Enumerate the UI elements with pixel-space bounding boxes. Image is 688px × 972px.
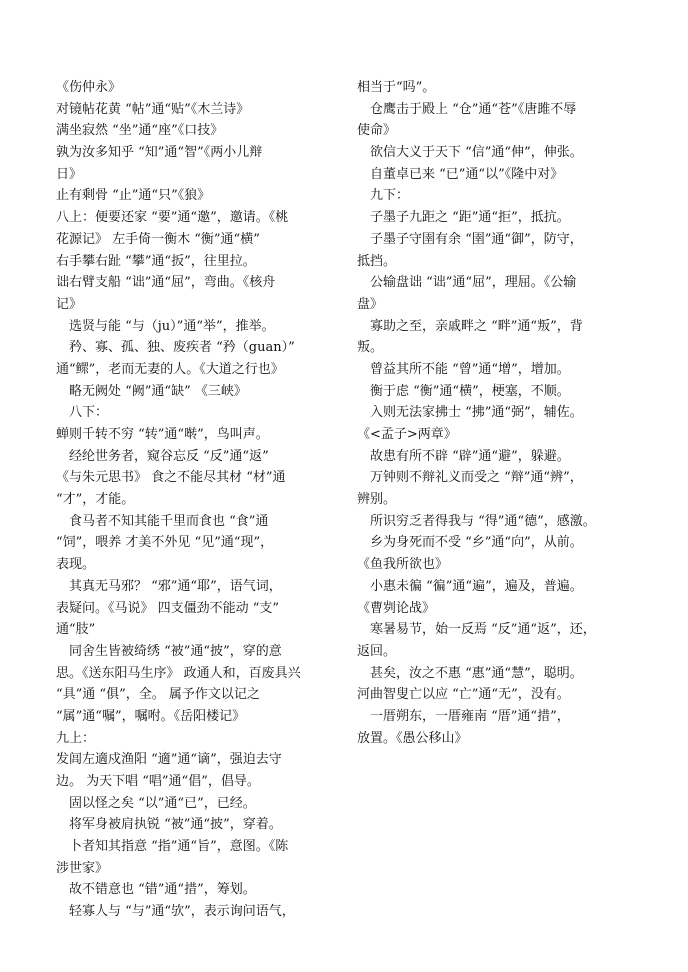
text-line: 子墨子守圉有余 “圉”通“御”，防守， <box>357 231 583 247</box>
text-line: 小惠未徧 “徧”通“遍”，遍及，普遍。 <box>357 578 583 594</box>
text-line: 寡助之至，亲戚畔之 “畔”通“叛”，背 <box>357 318 583 334</box>
text-line: 固以怪之矣 “以”通“已”，已经。 <box>56 795 256 811</box>
text-line: 河曲智叟亡以应 “亡”通“无”，没有。 <box>357 687 570 703</box>
text-line: 卜者知其指意 “指”通“旨”，意图。《陈 <box>56 839 289 855</box>
text-line: 仓鹰击于殿上 “仓”通“苍”《唐雎不辱 <box>357 101 577 117</box>
text-line: 边。 为天下唱 “唱”通“倡”，倡导。 <box>56 774 260 789</box>
text-line: 子墨子九距之 “距”通“拒”，抵抗。 <box>357 210 570 226</box>
text-line: 八上：便要还家 “要”通“邀”，邀请。《桃 <box>56 210 289 226</box>
text-line: 对镜帖花黄 “帖”通“贴”《木兰诗》 <box>56 101 250 117</box>
text-line: 一厝朔东，一厝雍南 “厝”通“措”， <box>357 708 570 724</box>
text-line: 叛。 <box>357 340 384 356</box>
text-line: 表现。 <box>56 557 96 573</box>
text-line: 九下： <box>357 188 410 204</box>
text-line: 发闾左適戍渔阳 “適”通“谪”，强迫去守 <box>56 752 282 768</box>
text-line: 入则无法家拂士 “拂”通“弼”，辅佐。 <box>357 405 583 421</box>
text-line: 《与朱元思书》 食之不能尽其材 “材”通 <box>56 470 286 486</box>
text-line: 八下： <box>56 405 109 421</box>
text-line: 使命》 <box>357 123 397 139</box>
text-line: 诎右臂支船 “诎”通“屈”，弯曲。《核舟 <box>56 275 276 291</box>
text-line: 返回。 <box>357 643 397 659</box>
text-line: 食马者不知其能千里而食也 “食”通 <box>56 513 269 529</box>
text-line: 孰为汝多知乎 “知”通“智”《两小儿辩 <box>56 145 263 161</box>
text-line: 九上： <box>56 730 96 746</box>
text-line: “具”通 “俱”，全。 属予作文以记之 <box>56 687 260 703</box>
text-line: 衡于虑 “衡”通“横”，梗塞，不顺。 <box>357 383 570 399</box>
text-line: 万钟则不辩礼义而受之 “辩”通“辨”， <box>357 470 583 486</box>
text-line: 《<孟子>两章》 <box>357 427 457 442</box>
text-line: 故不错意也 “错”通“措”，筹划。 <box>56 882 256 898</box>
text-line: 蝉则千转不穷 “转”通“啭”，鸟叫声。 <box>56 427 269 442</box>
text-line: 记》 <box>56 296 83 312</box>
text-line: 表疑问。《马说》 四支僵劲不能动 “支” <box>56 600 280 616</box>
text-line: 辨别。 <box>357 492 397 508</box>
text-line: 止有剩骨 “止”通“只”《狼》 <box>56 188 211 204</box>
text-line: 盘》 <box>357 296 384 312</box>
text-line: 右手攀右趾 “攀”通“扳”，往里拉。 <box>56 253 256 269</box>
text-line: 通“鳏”，老而无妻的人。《大道之行也》 <box>56 361 284 377</box>
text-line: 其真无马邪？ “邪”通“耶”，语气词， <box>56 578 282 594</box>
text-line: 乡为身死而不受 “乡”通“向”，从前。 <box>357 535 583 551</box>
text-line: 欲信大义于天下 “信”通“伸”，伸张。 <box>357 145 583 161</box>
text-line: 自董卓已来 “已”通“以”《隆中对》 <box>357 166 564 182</box>
text-line: 轻寡人与 “与”通“欤”，表示询问语气， <box>56 904 295 920</box>
text-line: 涉世家》 <box>56 860 109 876</box>
text-line: 通“肢” <box>56 622 96 638</box>
text-line: “属”通“嘱”，嘱咐。《岳阳楼记》 <box>56 708 246 724</box>
text-line: 甚矣，汝之不惠 “惠”通“慧”，聪明。 <box>357 665 583 681</box>
text-line: 相当于“吗”。 <box>357 80 436 95</box>
text-line: 同舍生皆被绮绣 “被”通“披”，穿的意 <box>56 643 282 659</box>
text-line: 思。《送东阳马生序》 政通人和，百废具兴 <box>56 665 301 681</box>
text-line: 略无阙处 “阙”通“缺” 《三峡》 <box>56 383 247 399</box>
text-line: 经纶世务者，窥谷忘反 “反”通“返” <box>56 448 269 464</box>
text-line: 《鱼我所欲也》 <box>357 557 449 573</box>
text-line: “饲”，喂养 才美不外见 “见”通“现”， <box>56 535 274 551</box>
text-line: 抵挡。 <box>357 253 397 269</box>
text-line: 曾益其所不能 “曾”通“增”，增加。 <box>357 361 570 377</box>
right-text-column <box>357 77 657 749</box>
text-line: 花源记》 左手倚一衡木 “衡”通“横” <box>56 231 260 247</box>
text-line: 将军身被肩执锐 “被”通“披”，穿着。 <box>56 817 282 833</box>
text-line: 《伤仲永》 <box>56 80 122 95</box>
text-line: 公输盘诎 “诎”通“屈”，理屈。《公输 <box>357 275 577 291</box>
text-line: 故患有所不辟 “辟”通“避”，躲避。 <box>357 448 570 464</box>
text-line: “才”，才能。 <box>56 492 135 508</box>
text-line: 所识穷乏者得我与 “得”通“德”，感激。 <box>357 513 596 529</box>
text-line: 日》 <box>56 166 83 182</box>
text-line: 《曹刿论战》 <box>357 600 436 616</box>
text-line: 寒暑易节，始一反焉 “反”通“返”，还， <box>357 622 596 638</box>
text-line: 矜、寡、孤、独、废疾者 “矜（guan）” <box>56 340 295 356</box>
text-line: 选贤与能 “与（ju）”通“举”，推举。 <box>56 318 275 334</box>
text-line: 放置。《愚公移山》 <box>357 730 468 746</box>
left-text-column <box>56 77 346 923</box>
text-line: 满坐寂然 “坐”通“座”《口技》 <box>56 123 224 139</box>
